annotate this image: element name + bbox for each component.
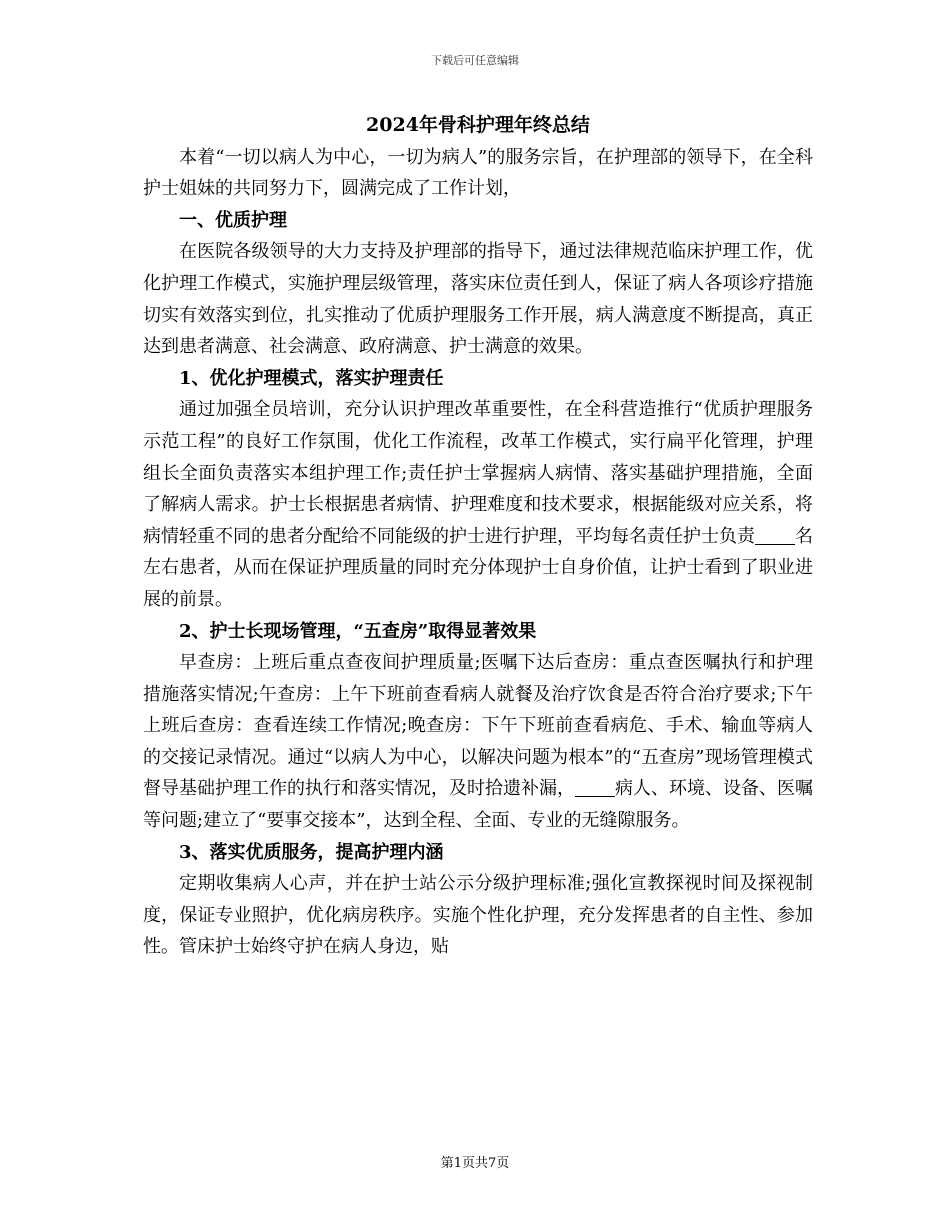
document-title: 2024年骨科护理年终总结 (366, 114, 590, 136)
subsection-paragraph-3: 定期收集病人心声，并在护士站公示分级护理标准;强化宣教探视时间及探视制度，保证专业照护，优化病房秩序。实施个性化护理，充分发挥患者的自主性、参加性。管床护士始终守护在病人身边，贴 (143, 873, 813, 958)
section-paragraph-quality-nursing: 在医院各级领导的大力支持及护理部的指导下，通过法律规范临床护理工作，优化护理工作模式，实施护理层级管理，落实床位责任到人，保证了病人各项诊疗措施切实有效落实到位，扎实推动了优质护理服务工作开展，病人满意度不断提高，真正达到患者满意、社会满意、政府满意、护士满意的效果。 (143, 241, 813, 358)
paragraph-text: 病人、环境、设备、医嘱等问题;建立了“要事交接本”，达到全程、全面、专业的无缝隙服务。 (143, 778, 813, 832)
section-heading-quality-nursing: 一、优质护理 (179, 209, 287, 231)
fill-in-blank (575, 778, 615, 797)
subsection-paragraph-1 (143, 394, 813, 615)
subsection-heading-1: 1、优化护理模式，落实护理责任 (179, 367, 444, 389)
document-body (143, 110, 813, 963)
subsection-heading-2: 2、护士长现场管理，“五查房”取得显著效果 (179, 620, 537, 642)
subsection-paragraph-2 (143, 647, 813, 837)
paragraph-text: 名左右患者，从而在保证护理质量的同时充分体现护士自身价值，让护士看到了职业进展的前景。 (143, 525, 813, 610)
subsection-heading-3: 3、落实优质服务，提高护理内涵 (179, 841, 444, 863)
paragraph-text: 通过加强全员培训，充分认识护理改革重要性，在全科营造推行“优质护理服务示范工程”的良好工作氛围，优化工作流程，改革工作模式，实行扁平化管理，护理组长全面负责落实本组护理工作;责任护士掌握病人病情、落实基础护理措施，全面了解病人需求。护士长根据患者病情、护理难度和技术要求，根据能级对应关系，将病情轻重不同的患者分配给不同能级的护士进行护理，平均每名责任护士负责 (143, 399, 813, 547)
page-header: 下载后可任意编辑 (431, 54, 519, 67)
fill-in-blank (755, 526, 795, 545)
page-footer: 第1页共7页 (440, 1156, 510, 1171)
intro-paragraph: 本着“一切以病人为中心，一切为病人”的服务宗旨，在护理部的领导下，在全科护士姐妹的共同努力下，圆满完成了工作计划， (143, 146, 813, 200)
paragraph-text: 早查房：上班后重点查夜间护理质量;医嘱下达后查房：重点查医嘱执行和护理措施落实情况;午查房：上午下班前查看病人就餐及治疗饮食是否符合治疗要求;下午上班后查房：查看连续工作情况;晚查房：下午下班前查看病危、手术、输血等病人的交接记录情况。通过“以病人为中心，以解决问题为根本”的“五查房”现场管理模式督导基础护理工作的执行和落实情况，及时拾遗补漏， (143, 652, 814, 800)
